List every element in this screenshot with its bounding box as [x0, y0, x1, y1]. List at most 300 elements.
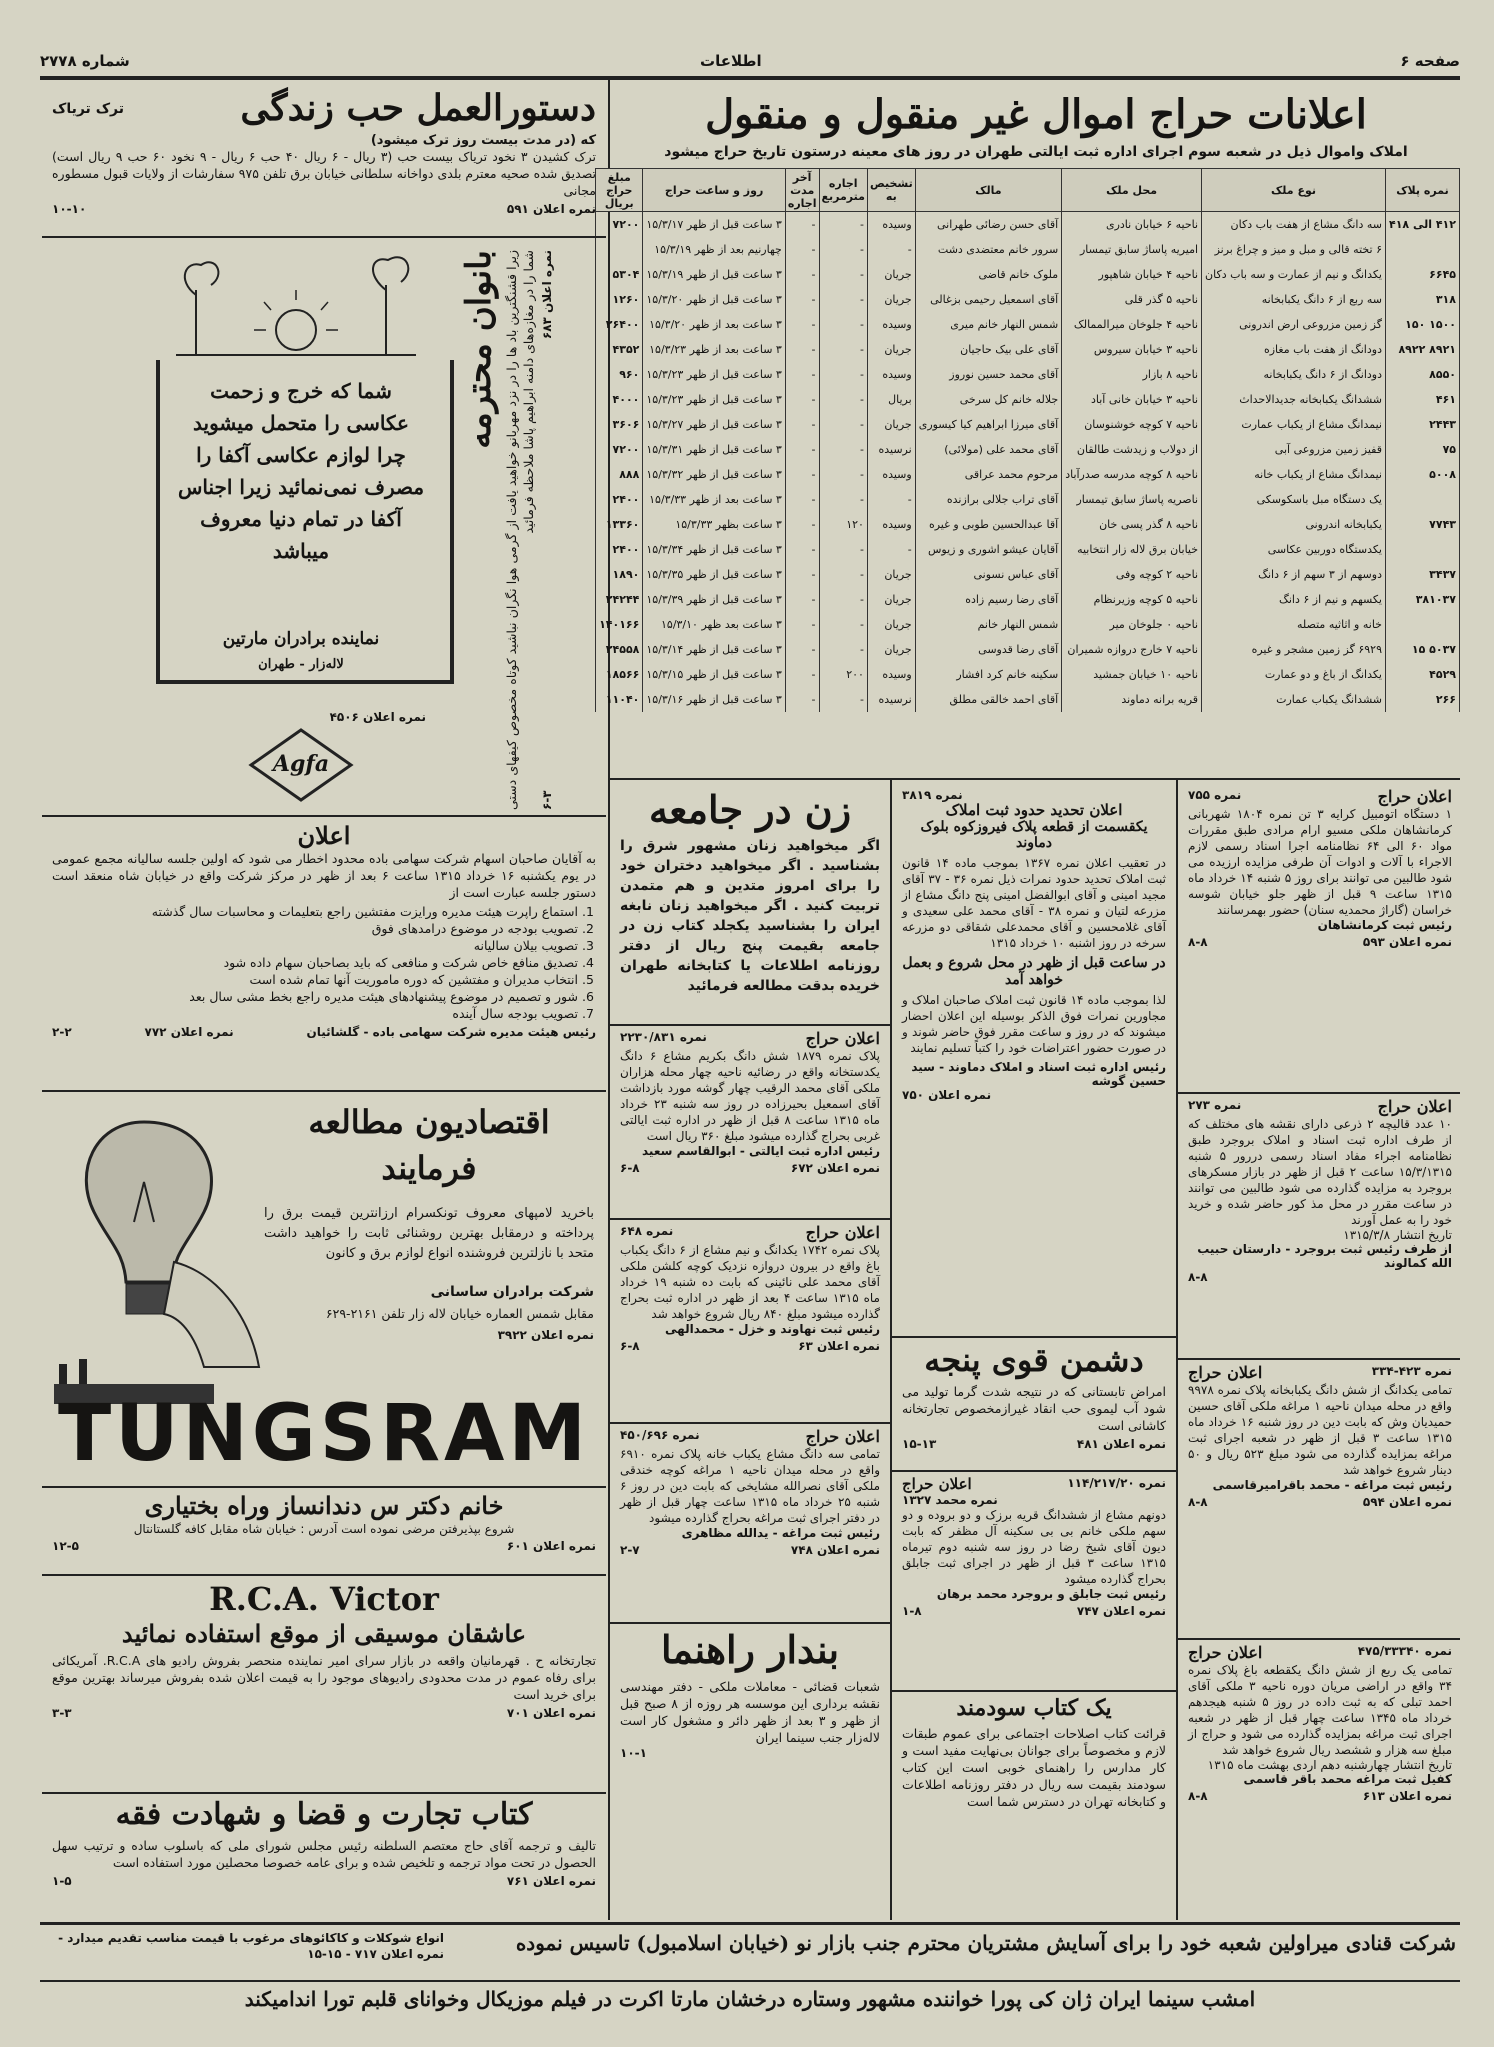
auction-body — [596, 212, 1460, 713]
col-header: روز و ساعت حراج — [643, 169, 785, 212]
auction-cell: ششدانگ یکباب عمارت — [1202, 687, 1386, 712]
notice-d-date: ۱-۸ — [902, 1604, 922, 1619]
auction-cell: آقای رضا رسیم زاده — [915, 587, 1061, 612]
auction-cell: یکدانگ و نیم از عمارت و سه باب دکان — [1202, 262, 1386, 287]
auction-cell — [1385, 537, 1459, 562]
bandar-body: شعبات قضائی - معاملات ملکی - دفتر مهندسی نقشه برداری این موسسه هر روزه از ۸ صبح قبل از ظهر و ۳ بعد از ظهر دائر و مشغول کار است لاله‌زار جنب سینما ایران — [620, 1678, 880, 1745]
auction-cell: جریان — [867, 562, 915, 587]
notice-e-title: اعلان حراج — [1377, 787, 1452, 806]
auction-cell: ۳۸۱۰۳۷ — [1385, 587, 1459, 612]
auction-row — [596, 462, 1460, 487]
auction-cell: آقایان عیشو اشوری و زیوس — [915, 537, 1061, 562]
auction-cell: یکسهم و نیم از ۶ دانگ — [1202, 587, 1386, 612]
auction-cell: ۷۵ — [1385, 437, 1459, 462]
agenda-item: 1. استماع راپرت هیئت مدیره ورایزت مفتشین راجع بتعلیمات و محاسبات سال گذشته — [52, 903, 578, 920]
notice-h-signature: کفیل ثبت مراغه محمد باقر قاسمی — [1243, 1772, 1452, 1787]
auction-cell: ۴۰۰۰ — [596, 387, 643, 412]
auction-cell: وسیده — [867, 212, 915, 238]
column-rule — [890, 780, 892, 1920]
auction-cell: ۳ ساعت قبل از ظهر ۱۵/۳/۲۷ — [643, 412, 785, 437]
auction-cell: - — [819, 612, 867, 637]
agenda-item: 3. تصویب بیلان سالیانه — [52, 937, 578, 954]
auction-cell: ۲۶۴۰۰ — [596, 312, 643, 337]
notice-f-date: ۸-۸ — [1188, 1270, 1208, 1285]
auction-cell: ناحیه ۸ بازار — [1062, 362, 1202, 387]
boundary-ad-no: نمره اعلان ۷۵۰ — [902, 1087, 992, 1102]
auction-cell: - — [785, 262, 819, 287]
notice-e-date: ۸-۸ — [1188, 935, 1208, 950]
masthead-rule — [40, 76, 1460, 80]
banovan-ad-no: نمره اعلان ۶۸۳ — [540, 250, 555, 340]
auction-cell: جریان — [867, 337, 915, 362]
meeting-ad-no: نمره اعلان ۷۷۲ — [144, 1024, 234, 1039]
auction-cell: ۳ ساعت قبل از ظهر ۱۵/۳/۳۲ — [643, 462, 785, 487]
book-date: ۱-۵ — [52, 1873, 72, 1888]
auction-cell: - — [785, 437, 819, 462]
agfa-ad — [46, 240, 446, 810]
notice-h-date: ۸-۸ — [1188, 1789, 1208, 1804]
auction-row — [596, 487, 1460, 512]
paper-name: اطلاعات — [700, 52, 762, 70]
auction-cell: جریان — [867, 262, 915, 287]
auction-notice-h — [1180, 1640, 1460, 1920]
auction-cell: آقای محمد حسین نوروز — [915, 362, 1061, 387]
col-header: مبلغ حراج بریال — [596, 169, 643, 212]
book-ad-no: نمره اعلان ۷۶۱ — [506, 1873, 596, 1888]
auction-row — [596, 262, 1460, 287]
banovan-title: بانوان محترمه — [459, 250, 499, 449]
auction-cell: ۳ ساعت بعد ظهر ۱۵/۳/۱۰ — [643, 612, 785, 637]
auction-cell: ۱۸۹۰ — [596, 562, 643, 587]
notice-f-title: اعلان حراج — [1377, 1097, 1452, 1116]
notice-h-body: تمامی یک ربع از شش دانگ یکقطعه باغ پلاک نمره ۳۴ واقع در اراضی مریان دوره ناحیه ۳ ملکی آقای احمد تبلی که به ثبت داده در روز ۵ شنبه هیجدهم خرداد ماه ۱۳۴۵ ساعت چهار قبل از ظهر در شعبه اجرای ثبت مراغه بمزایده گذارده می شود و حراج از مبلغ سه هزار و ششصد ریال شروع خواهد شد — [1188, 1663, 1453, 1758]
doshman-title: دشمن قوی پنجه — [924, 1341, 1144, 1379]
notice-d-no2: نمره محمد ۱۳۲۷ — [902, 1493, 998, 1508]
auction-notice — [599, 82, 1460, 782]
auction-cell: ۳ ساعت قبل از ظهر ۱۵/۳/۳۹ — [643, 587, 785, 612]
auction-notice-g — [1180, 1360, 1460, 1636]
hob-zendegi-ad — [44, 84, 604, 234]
auction-row — [596, 637, 1460, 662]
auction-cell: ناحیه ۸ کوچه مدرسه صدرآباد — [1062, 462, 1202, 487]
notice-b-ad-no: نمره اعلان ۶۳ — [798, 1339, 880, 1354]
auction-row — [596, 337, 1460, 362]
agfa-illustration — [156, 250, 436, 360]
auction-cell: از دولاب و زیدشت طالقان — [1062, 437, 1202, 462]
col-header: مالک — [915, 169, 1061, 212]
agfa-address: لاله‌زار - طهران — [258, 657, 344, 672]
auction-cell: ۳ ساعت قبل از ظهر ۱۵/۳/۲۳ — [643, 387, 785, 412]
rca-body: تجارتخانه ح . قهرمانیان واقعه در بازار سرای امیر نماینده منحصر بفروش رادیو های R.C.A. آمریکائی برای رفاه عموم در مدت محدودی رادیوهای موجود را به قیمت اعلان شده بفروش میرساند بهترین موقع برای خرید است — [52, 1652, 597, 1702]
auction-cell: ناحیه ۷ کوچه خوشنوسان — [1062, 412, 1202, 437]
hob-lead: که (در مدت بیست روز ترک میشود) — [370, 133, 596, 149]
auction-cell: یک دستگاه مبل باسکوسکی — [1202, 487, 1386, 512]
rca-ad — [44, 1576, 604, 1790]
auction-cell: قریه برانه دماوند — [1062, 687, 1202, 712]
auction-cell: - — [785, 512, 819, 537]
auction-row — [596, 562, 1460, 587]
notice-c-no: نمره ۴۵۰/۶۹۶ — [620, 1428, 700, 1442]
auction-cell: ۳۴۳۷ — [1385, 562, 1459, 587]
banovan-body: زیرا قشنگترین باد ها را در نزد مهربانو خواهید یافت از گرمی هوا نگران نباشید کوتاه مخصوص کیفهای دستی شما را در مغازه‌های دامنه ابراهیم پاشا ملاحظه فرمائید — [504, 250, 537, 810]
auction-cell: ناحیه ۶ خیابان نادری — [1062, 212, 1202, 238]
auction-row — [596, 387, 1460, 412]
auction-cell: ۴۵۲۹ — [1385, 662, 1459, 687]
agenda-item: 4. تصدیق منافع خاص شرکت و منافعی که باید بصاحبان سهام داده شود — [52, 954, 578, 971]
bandar-date: ۱۰-۱ — [620, 1745, 647, 1760]
section-rule — [42, 815, 606, 817]
useful-book-body: قرائت کتاب اصلاحات اجتماعی برای عموم طبقات لازم و مخصوصاً برای جوانان بی‌نهایت مفید است و کار مدارس را راهنمای خوبی است این کتاب سودمند بقیمت سه ریال در دفتر روزنامه اطلاعات و کتابخانه تهران در دسترس شما است — [902, 1726, 1166, 1810]
auction-cell: ۳ ساعت قبل از ظهر ۱۵/۳/۱۵ — [643, 662, 785, 687]
notice-f-body: ۱۰ عدد قالیچه ۲ ذرعی دارای نقشه های مختلف که از طرف اداره ثبت اسناد و املاک بروجرد طبق نظامنامه اجراء مفاد اسناد رسمی دررور ۵ شنبه ۱۵/۳/۱۳۱۵ ساعت ۲ قبل از ظهر در بازار مسکرهای بروجرد به مزایده گذارده می شود طالبین می توانند در ساعت مقرر در محل مذ کور حاضر شده و خرید خود را به عمل آورند — [1188, 1117, 1452, 1228]
auction-cell: - — [785, 212, 819, 238]
bottom-rule — [40, 1922, 1460, 1925]
rca-ad-no: نمره اعلان ۷۰۱ — [506, 1705, 596, 1720]
agenda-item: 2. تصویب بودجه در موضوع درامدهای فوق — [52, 920, 578, 937]
auction-cell: ناحیه ۸ گذر پسی خان — [1062, 512, 1202, 537]
auction-notice-b — [612, 1220, 888, 1420]
meeting-footer — [52, 1025, 596, 1039]
boundary-title: اعلان تحدید حدود ثبت املاک — [945, 801, 1123, 819]
auction-cell: - — [819, 212, 867, 238]
auction-row — [596, 212, 1460, 238]
auction-cell: ۷۲۰۰ — [596, 212, 643, 238]
auction-cell: ۱۵۰۰ ۱۵۰ — [1385, 312, 1459, 337]
notice-f-date-line: تاریخ انتشار ۱۳۱۵/۳/۸ — [1343, 1228, 1452, 1243]
auction-cell: - — [785, 337, 819, 362]
auction-cell: امیریه پاساژ سابق تیمسار — [1062, 237, 1202, 262]
auction-cell: - — [785, 287, 819, 312]
auction-cell: ناحیه ۵ کوچه وزیرنظام — [1062, 587, 1202, 612]
notice-f-no: نمره ۲۷۳ — [1188, 1098, 1242, 1112]
auction-cell: بریال — [867, 387, 915, 412]
notice-h-date-line: تاریخ انتشار چهارشنبه دهم اردی بهشت ماه ۱۳۱۵ — [1207, 1758, 1452, 1773]
useful-book-title: یک کتاب سودمند — [956, 1695, 1112, 1721]
auction-cell: - — [819, 462, 867, 487]
auction-cell: - — [785, 537, 819, 562]
auction-cell: ۱۲۰ — [819, 512, 867, 537]
auction-cell: - — [785, 387, 819, 412]
auction-row — [596, 587, 1460, 612]
auction-cell: جریان — [867, 637, 915, 662]
auction-cell: جریان — [867, 412, 915, 437]
auction-cell: جلاله خانم کل سرخی — [915, 387, 1061, 412]
auction-cell: ششدانگ یکبابخانه جدیدالاحداث — [1202, 387, 1386, 412]
col-header: محل ملک — [1062, 169, 1202, 212]
auction-cell: شمس النهار خانم — [915, 612, 1061, 637]
meeting-notice — [44, 818, 604, 1098]
auction-cell: ۳ ساعت قبل از ظهر ۱۵/۳/۲۰ — [643, 287, 785, 312]
boundary-subtitle: یکقسمت از قطعه پلاک فیروزکوه بلوک دماوند — [920, 819, 1148, 852]
dentist-title: خانم دکتر س دندانساز وراه بختیاری — [144, 1491, 504, 1520]
auction-cell: آقای حسن رضائی طهرانی — [915, 212, 1061, 238]
auction-cell: یکبابخانه اندرونی — [1202, 512, 1386, 537]
notice-a-no: نمره ۲۲۳۰/۸۳۱ — [620, 1030, 707, 1044]
rca-date: ۳-۳ — [52, 1705, 72, 1720]
tungsram-brand: TUNGSRAM — [57, 1389, 591, 1479]
bottom-ad-1-text: شرکت قنادی میراولین شعبه خود را برای آسایش مشتریان محترم جنب بازار نو (خیابان اسلامبول) تاسیس نموده — [515, 1931, 1456, 1955]
auction-cell: یکدانگ از باغ و دو عمارت — [1202, 662, 1386, 687]
zan-title: زن در جامعه — [648, 787, 852, 832]
auction-cell — [1385, 487, 1459, 512]
hob-tag: ترک تریاک — [52, 100, 124, 117]
auction-cell: وسیده — [867, 312, 915, 337]
auction-cell: - — [819, 412, 867, 437]
auction-cell — [596, 237, 643, 262]
agfa-text: شما که خرج و زحمت عکاسی را متحمل میشوید چرا لوازم عکاسی آکفا را مصرف نمی‌نمائید زیرا اجناس آکفا در تمام دنیا معروف میباشد — [177, 379, 425, 563]
auction-cell: - — [819, 587, 867, 612]
auction-cell: ناحیه ۲ کوچه وفی — [1062, 562, 1202, 587]
boundary-notice — [894, 784, 1174, 1334]
auction-cell: - — [819, 487, 867, 512]
auction-cell: ۷۷۴۳ — [1385, 512, 1459, 537]
notice-b-no: نمره ۶۴۸ — [620, 1224, 674, 1238]
book-title: کتاب تجارت و قضا و شهادت فقه — [115, 1797, 533, 1832]
notice-g-ad-no: نمره اعلان ۵۹۴ — [1362, 1495, 1452, 1510]
auction-cell: - — [867, 487, 915, 512]
auction-row — [596, 412, 1460, 437]
auction-cell: ۲۰۰ — [819, 662, 867, 687]
notice-g-body: تمامی یکدانگ از شش دانگ یکبابخانه پلاک نمره ۹۹۷۸ واقع در محله میدان ناحیه ۱ مراغه ملکی آقای حسین حمیدیان وش که بابت دین در روز شنبه ۱۶ خرداد ماه ۱۳۱۵ ساعت ۳ قبل از ظهر در شعبه اجرای ثبت مراغه بمزایده گذارده می شود مبلغ ۵۲۳ ریال و ۵۰ دینار شروع خواهد شد — [1188, 1383, 1453, 1478]
auction-cell: ۳ ساعت قبل از ظهر ۱۵/۳/۱۴ — [643, 637, 785, 662]
col-header: اجاره مترمربع — [819, 169, 867, 212]
banovan-ad — [460, 250, 600, 810]
auction-cell: - — [785, 687, 819, 712]
notice-d-footer — [902, 1604, 1166, 1618]
auction-cell: - — [785, 362, 819, 387]
auction-cell: نیمدانگ مشاع از یکباب عمارت — [1202, 412, 1386, 437]
page-number: صفحه ۶ — [1400, 52, 1460, 70]
notice-a-footer — [620, 1161, 880, 1175]
hob-footer — [52, 202, 596, 216]
auction-cell: ۷۲۰۰ — [596, 437, 643, 462]
auction-cell: آقای تراب جلالی برازنده — [915, 487, 1061, 512]
notice-c-date: ۲-۷ — [620, 1543, 640, 1558]
auction-cell: ۸۸۸ — [596, 462, 643, 487]
notice-c-body: تمامی سه دانگ مشاع یکباب خانه پلاک نمره ۶۹۱۰ واقع در محله میدان ناحیه ۱ مراغه کوچه خندقی ملکی آقای نصرالله مشایخی که بابت دین در روز ۶ شنبه ۲۵ خرداد ماه ۱۳۱۵ ساعت چهار قبل از ظهر در دفتر اجرای ثبت مراغه بحراج گذارده میشود — [620, 1447, 881, 1526]
auction-cell: ۱۳۳۶۰ — [596, 512, 643, 537]
notice-e-no: نمره ۷۵۵ — [1188, 788, 1242, 802]
auction-cell: ۴۱۲ الی ۴۱۸ — [1385, 212, 1459, 238]
auction-cell: - — [785, 662, 819, 687]
tungsram-address: مقابل شمس العماره خیابان لاله زار تلفن ۲۱۶۱-۶۲۹ — [325, 1306, 594, 1321]
auction-cell: ۳ ساعت بظهر ۱۵/۳/۳۳ — [643, 512, 785, 537]
tungsram-ad — [44, 1094, 604, 1479]
notice-d-no: نمره ۱۱۴/۲۱۷/۲۰ — [1067, 1476, 1166, 1490]
auction-cell: ناحیه ۱۰ خیابان جمشید — [1062, 662, 1202, 687]
auction-row — [596, 437, 1460, 462]
book-footer — [52, 1874, 596, 1888]
notice-c-title: اعلان حراج — [805, 1427, 880, 1446]
auction-subtitle: املاک واموال ذیل در شعبه سوم اجرای اداره ثبت ایالتی طهران در روز های معینه درستون تاریخ حراج میشود — [664, 144, 1408, 160]
auction-cell: جریان — [867, 287, 915, 312]
notice-e-body: ۱ دستگاه اتومبیل کرایه ۳ تن نمره ۱۸۰۴ شهربانی کرمانشاهان ملکی مسیو ارام مرادی طبق مقررات مواد ۶۰ الی ۶۴ نظامنامه اجرا اسناد رسمی لازم الاجراء با آلات و ادوات آن طرفی مزایده ارزیده می شود طالبین می توانند برای روز ۵ شنبه ۱۴ خرداد ماه ۱۳۱۵ ساعت ۹ قبل از ظهر جلو خیابان شوسه خراسان (گاراژ محمدیه سنان) حضور بهمرسانند — [1188, 807, 1453, 918]
auction-cell: - — [819, 437, 867, 462]
hob-title: دستورالعمل حب زندگی — [240, 87, 596, 129]
masthead — [40, 52, 1460, 74]
auction-cell: ۲۴۴۳ — [1385, 412, 1459, 437]
dentist-ad-no: نمره اعلان ۶۰۱ — [506, 1538, 596, 1553]
notice-b-body: پلاک نمره ۱۷۴۲ یکدانگ و نیم مشاع از ۶ دانگ یکباب باغ واقع در بیرون دروازه نزدیک کوچه کلشن ملکی آقای محمد علی نائینی که بابت ده شنبه ۱۹ خرداد ماه ۱۳۱۵ ساعت ۴ بعد از ظهر در اداره ثبت بحراج گذارده میشود مبلغ ۸۴۰ ریال شروع خواهد شد — [620, 1243, 880, 1322]
tungsram-company: شرکت برادران ساسانی — [430, 1284, 594, 1300]
agfa-logo — [246, 725, 356, 805]
meeting-agenda — [52, 903, 578, 1022]
notice-e-footer — [1188, 935, 1452, 949]
notice-h-ad-no: نمره اعلان ۶۱۳ — [1362, 1789, 1452, 1804]
auction-cell: آقای عباس نسونی — [915, 562, 1061, 587]
notice-c-ad-no: نمره اعلان ۷۴۸ — [790, 1543, 880, 1558]
auction-cell: - — [819, 562, 867, 587]
auction-cell: سه ربع از ۶ دانگ یکبابخانه — [1202, 287, 1386, 312]
auction-cell: گز زمین مزروعی ارض اندرونی — [1202, 312, 1386, 337]
auction-cell: ملوک خانم قاضی — [915, 262, 1061, 287]
meeting-signature: رئیس هیئت مدیره شرکت سهامی باده - گلشائیان — [306, 1024, 596, 1039]
book-body: تالیف و ترجمه آقای حاج معتصم السلطنه رئیس مجلس شورای ملی که باسلوب ساده و ترتیب سهل الحصول در تحت مواد ترجمه و تلخیص شده و برای عامه خصوصا محصلین مورد استفاده است — [52, 1837, 596, 1870]
auction-cell: ۶۶۴۵ — [1385, 262, 1459, 287]
notice-a-ad-no: نمره اعلان ۶۷۲ — [790, 1161, 880, 1176]
auction-cell: - — [785, 612, 819, 637]
hob-date: ۱۰-۱۰ — [52, 202, 87, 217]
auction-cell: ۳ ساعت بعد از ظهر ۱۵/۳/۲۰ — [643, 312, 785, 337]
notice-b-date: ۶-۸ — [620, 1339, 640, 1354]
auction-cell: - — [819, 237, 867, 262]
col-header: نوع ملک — [1202, 169, 1386, 212]
boundary-body2: لذا بموجب ماده ۱۴ قانون ثبت املاک صاحبان املاک و مجاورین نمرات فوق الذکر بوسیله این اعلان احضار میشوند که در روز و ساعت مقرر فوق حاضر شوند و در صورت حضور اعتراضات خود را کتباً تسلیم نمایند — [902, 992, 1166, 1055]
auction-cell: خانه و اثاثیه متصله — [1202, 612, 1386, 637]
bandar-title: بندار راهنما — [660, 1627, 840, 1672]
sun-icon — [276, 310, 316, 350]
meeting-body: به آقایان صاحبان اسهام شرکت سهامی باده محدود اخطار می شود که اولین جلسه سالیانه مجمع عمومی در یوم یکشنبه ۱۶ خرداد ۱۳۱۵ ساعت ۶ بعد از ظهر در مرکز شرکت واقع در خیابان شاه منعقد است دستور جلسه عبارت است از — [52, 850, 596, 900]
auction-notice-c — [612, 1424, 888, 1620]
col-header: نمره پلاک — [1385, 169, 1459, 212]
auction-cell: وسیده — [867, 662, 915, 687]
notice-g-title: اعلان حراج — [1188, 1363, 1263, 1382]
notice-a-title: اعلان حراج — [805, 1029, 880, 1048]
dentist-footer — [52, 1539, 596, 1553]
notice-h-footer — [1188, 1789, 1452, 1803]
zan-jameh-ad — [612, 784, 888, 1020]
notice-a-body: پلاک نمره ۱۸۷۹ شش دانگ بکریم مشاع ۶ دانگ یکدستخانه واقع در رضائیه ناحیه چهار محله هزاران ملکی آقای محمد الرقیب چهار گوشه مورد بازداشت آقای اسمعیل بحیرزاده در روز سه شنبه ۲۳ خرداد ماه ۱۳۱۵ ساعت ۸ قبل از ظهر در اداره ثبت ایالتی غربی بحراج گذارده میشود مبلغ ۳۶۰ ریال است — [620, 1049, 881, 1144]
auction-cell: آقا عبدالحسین طوبی و غیره — [915, 512, 1061, 537]
auction-row — [596, 537, 1460, 562]
auction-cell: ۳ ساعت بعد از ظهر ۱۵/۳/۲۳ — [643, 337, 785, 362]
auction-cell: ناحیه ۳ خیابان خانی آباد — [1062, 387, 1202, 412]
auction-cell: ۶ تخته قالی و مبل و میز و چراغ برنز — [1202, 237, 1386, 262]
auction-cell: ناحیه ۴ جلوخان میرالممالک — [1062, 312, 1202, 337]
auction-cell: ۸۹۲۱ ۸۹۲۲ — [1385, 337, 1459, 362]
auction-cell: دودانگ از هفت باب مغازه — [1202, 337, 1386, 362]
auction-cell: - — [819, 312, 867, 337]
auction-cell: ۹۶۰ — [596, 362, 643, 387]
auction-cell: چهارنیم بعد از ظهر ۱۵/۳/۱۹ — [643, 237, 785, 262]
auction-cell: نرسیده — [867, 437, 915, 462]
auction-cell: ۱۲۶۰ — [596, 287, 643, 312]
auction-row — [596, 512, 1460, 537]
auction-cell: - — [867, 237, 915, 262]
bottom-ad-1-side: انواع شوکلات و کاکائوهای مرغوب با قیمت مناسب تقدیم میدارد - نمره اعلان ۷۱۷ - ۱۵-۱۵ — [58, 1931, 444, 1961]
notice-g-footer — [1188, 1495, 1452, 1509]
tungsram-body: باخرید لامپهای معروف تونکسرام ارزانترین قیمت برق را پرداخته و درمقابل بهترین روشنائی ثابت را خواهید داشت متحد با نازلترین فروشنده انواع لوازم برق و کانون — [264, 1206, 594, 1261]
rca-title: عاشقان موسیقی از موقع استفاده نمائید — [121, 1619, 527, 1648]
auction-cell: ۳۶۰۶ — [596, 412, 643, 437]
auction-cell: ۲۴۲۴۴ — [596, 587, 643, 612]
auction-cell: - — [819, 637, 867, 662]
notice-b-title: اعلان حراج — [805, 1223, 880, 1242]
auction-cell: ۵۳۰۴ — [596, 262, 643, 287]
notice-c-footer — [620, 1543, 880, 1557]
auction-cell: - — [785, 637, 819, 662]
auction-cell: ناحیه ۵ گذر قلی — [1062, 287, 1202, 312]
doshman-footer — [902, 1437, 1166, 1451]
auction-notice-d — [894, 1472, 1174, 1688]
auction-cell: وسیده — [867, 462, 915, 487]
book-ad — [44, 1794, 604, 1920]
auction-cell: - — [867, 537, 915, 562]
auction-row — [596, 237, 1460, 262]
auction-cell: - — [819, 387, 867, 412]
auction-row — [596, 662, 1460, 687]
auction-cell: ۳ ساعت قبل از ظهر ۱۵/۳/۱۷ — [643, 212, 785, 238]
auction-cell: ۲۴۰۰ — [596, 537, 643, 562]
tungsram-ad-no: نمره اعلان ۳۹۲۲ — [497, 1328, 594, 1342]
auction-cell: - — [785, 462, 819, 487]
auction-cell: ۳ ساعت قبل از ظهر ۱۵/۳/۳۴ — [643, 537, 785, 562]
auction-cell: سکینه خانم کرد افشار — [915, 662, 1061, 687]
auction-cell: ۲۴۵۵۸ — [596, 637, 643, 662]
notice-d-ad-no: نمره اعلان ۷۴۷ — [1076, 1604, 1166, 1619]
notice-e-ad-no: نمره اعلان ۵۹۳ — [1362, 935, 1452, 950]
notice-d-signature: رئیس ثبت جابلق و بروجرد محمد برهان — [936, 1587, 1166, 1602]
auction-cell: ۳ ساعت قبل از ظهر ۱۵/۳/۳۱ — [643, 437, 785, 462]
auction-cell: وسیده — [867, 362, 915, 387]
auction-cell: - — [785, 312, 819, 337]
auction-cell: - — [819, 362, 867, 387]
notice-f-signature: از طرف رئیس ثبت بروجرد - دارستان حبیب الله کمالوند — [1197, 1242, 1452, 1271]
boundary-signature: رئیس اداره ثبت اسناد و املاک دماوند - سید حسین گوشه — [911, 1059, 1166, 1088]
auction-cell: - — [819, 537, 867, 562]
banovan-rotated — [460, 250, 600, 810]
auction-cell: - — [785, 412, 819, 437]
auction-cell: ناحیه ۷ خارج دروازه شمیران — [1062, 637, 1202, 662]
tungsram-title1: اقتصادیون مطالعه — [308, 1103, 550, 1141]
auction-cell: ۵۰۰۸ — [1385, 462, 1459, 487]
notice-h-title: اعلان حراج — [1188, 1643, 1263, 1662]
auction-cell: ۳۱۸ — [1385, 287, 1459, 312]
auction-row — [596, 687, 1460, 712]
auction-notice-f — [1180, 1094, 1460, 1356]
bulb-illustration — [54, 1102, 264, 1372]
hob-body: ترک کشیدن ۳ نخود تریاک بیست حب (۳ ریال - ۶ ریال ۴۰ حب ۶ ریال - ۹ نخود ۶۰ حب ۹ ریال است) تصدیق شده صحیه معترم بلدی دواخانه سلطانی خیابان برق تلفن ۹۷۵ سفارشات از ولایات قبول مسطوره مجانی — [52, 149, 597, 199]
notice-d-title: اعلان حراج — [902, 1475, 972, 1493]
auction-cell: - — [819, 687, 867, 712]
auction-cell: آقای اسمعیل رحیمی بزغالی — [915, 287, 1061, 312]
auction-cell: - — [785, 487, 819, 512]
section-rule — [42, 1090, 606, 1092]
auction-cell: نیمدانگ مشاع از یکباب خانه — [1202, 462, 1386, 487]
agfa-ad-no: نمره اعلان ۴۵۰۶ — [329, 710, 426, 724]
auction-cell: ۲۴۰۰ — [596, 487, 643, 512]
section-rule — [610, 778, 1460, 780]
banovan-date: ۶-۳ — [540, 790, 555, 810]
auction-cell: ۵۰۳۷ ۱۵ — [1385, 637, 1459, 662]
boundary-when: در ساعت قبل از ظهر در محل شروع و بعمل خواهد آمد — [902, 955, 1166, 988]
auction-cell: جریان — [867, 587, 915, 612]
auction-cell: آقای رضا قدوسی — [915, 637, 1061, 662]
agfa-logo-text: Agfa — [272, 751, 330, 777]
col-header: آخر مدت اجاره — [785, 169, 819, 212]
auction-cell: جریان — [867, 612, 915, 637]
auction-cell: قفیز زمین مزروعی آبی — [1202, 437, 1386, 462]
